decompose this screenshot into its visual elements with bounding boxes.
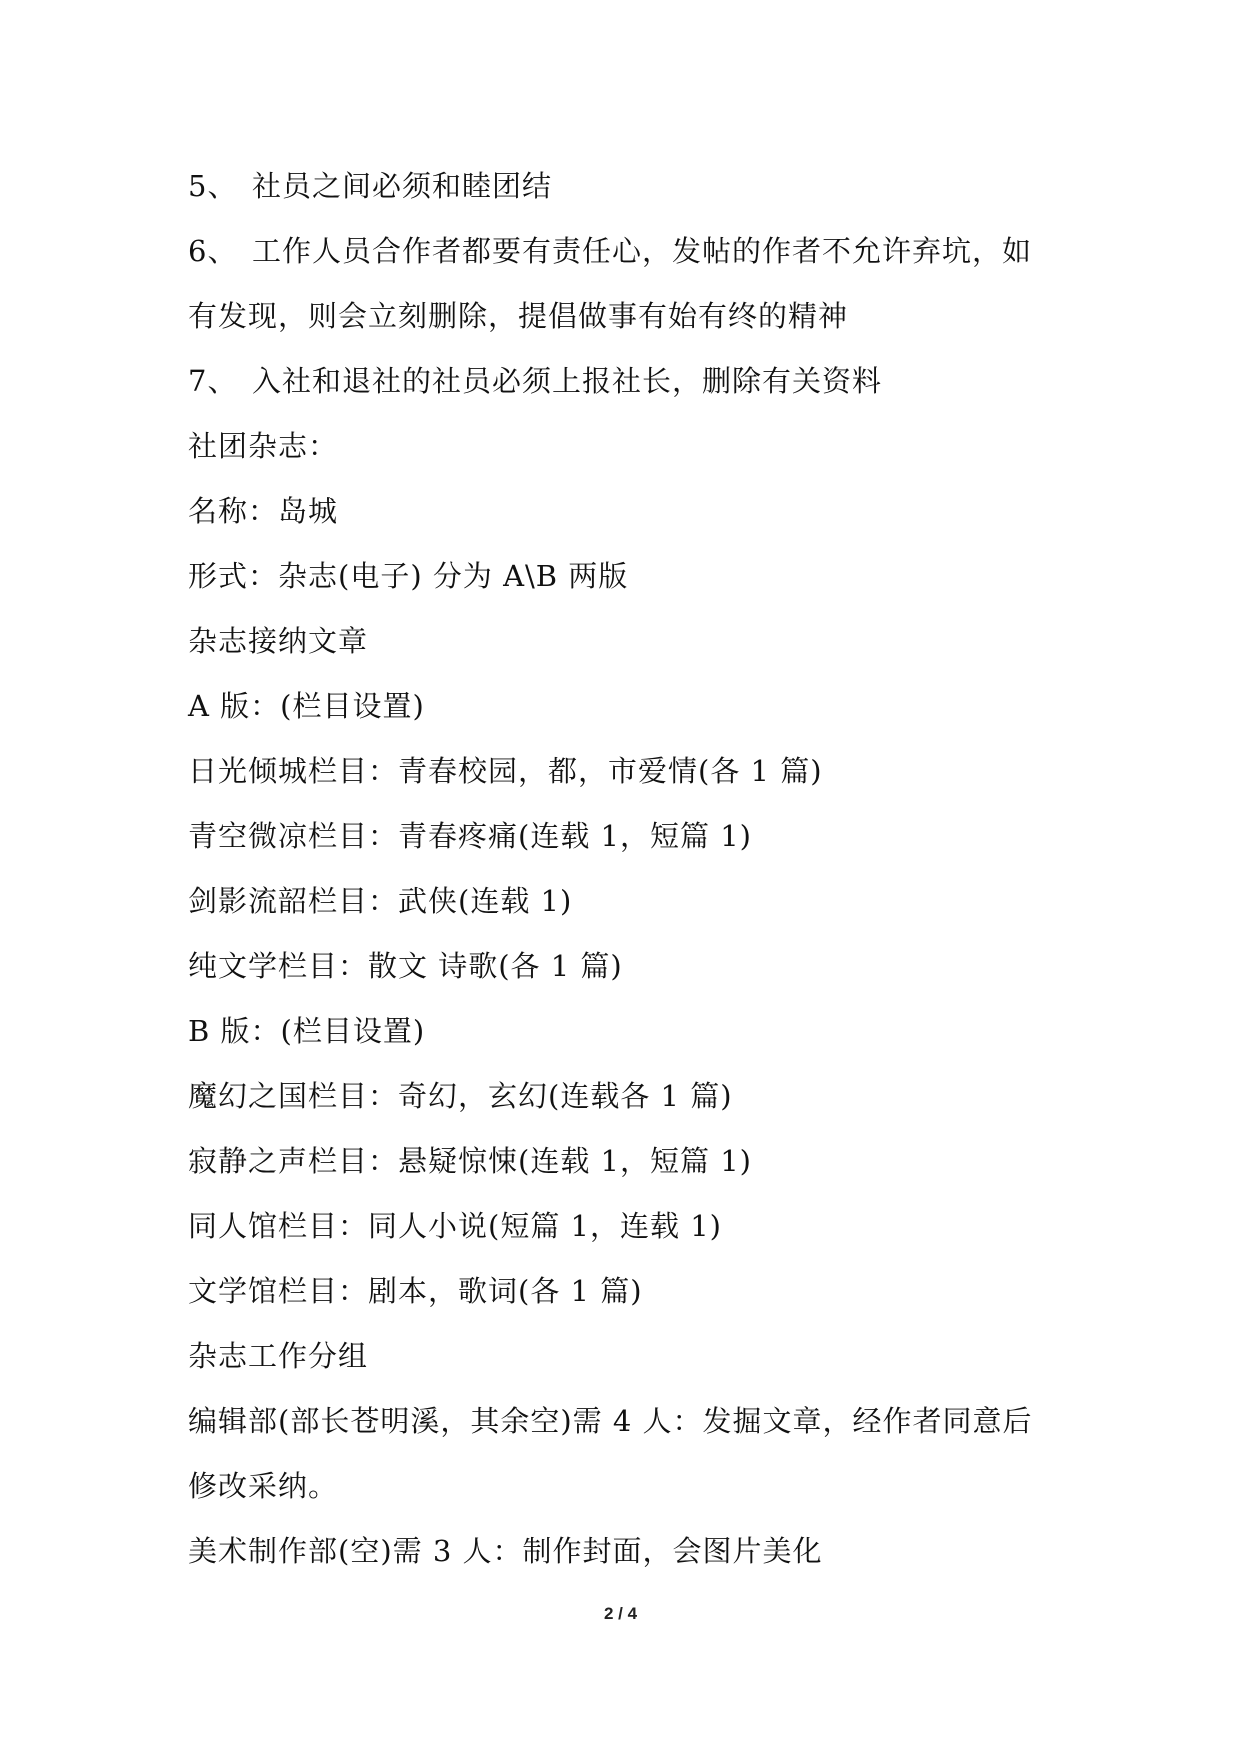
page-number: 2 / 4 [603,1604,638,1623]
text-line [188,1129,1068,1194]
list-item [188,349,1068,414]
line-text: B 版：(栏目设置) [188,1014,426,1048]
document-body [188,154,1068,1584]
line-text: 寂静之声栏目：悬疑惊悚(连载 1，短篇 1) [188,1144,752,1178]
line-text: 入社和退社的社员必须上报社长，删除有关资料 [252,364,883,398]
line-text: 社员之间必须和睦团结 [252,169,553,203]
text-line [188,739,1068,804]
line-text: 杂志接纳文章 [188,624,369,658]
line-text: 青空微凉栏目：青春疼痛(连载 1，短篇 1) [188,819,752,853]
list-number: 5、 [188,169,238,203]
text-line [188,869,1068,934]
line-text: 名称：岛城 [188,494,339,528]
line-text: 工作人员合作者都要有责任心，发帖的作者不允许弃坑，如 [252,234,1033,268]
line-text: 美术制作部(空)需 3 人：制作封面，会图片美化 [188,1534,823,1568]
list-number: 6、 [188,234,238,268]
line-text: 同人馆栏目：同人小说(短篇 1，连载 1) [188,1209,722,1243]
line-text: 剑影流韶栏目：武侠(连载 1) [188,884,573,918]
text-line [188,1389,1068,1454]
line-text: 社团杂志： [188,429,339,463]
text-line [188,1194,1068,1259]
line-text: A 版：(栏目设置) [188,689,425,723]
text-line [188,934,1068,999]
line-text: 形式：杂志(电子) 分为 A\B 两版 [188,559,629,593]
text-line [188,1064,1068,1129]
text-line [188,804,1068,869]
line-text: 有发现，则会立刻删除，提倡做事有始有终的精神 [188,299,849,333]
text-line [188,1519,1068,1584]
text-line [188,284,1068,349]
text-line [188,479,1068,544]
line-text: 文学馆栏目：剧本，歌词(各 1 篇) [188,1274,643,1308]
text-line [188,1259,1068,1324]
text-line [188,544,1068,609]
line-text: 修改采纳。 [188,1469,339,1503]
list-item [188,154,1068,219]
section-heading [188,1324,1068,1389]
text-line [188,1454,1068,1519]
line-text: 编辑部(部长苍明溪，其余空)需 4 人：发掘文章，经作者同意后 [188,1404,1033,1438]
line-text: 日光倾城栏目：青春校园，都，市爱情(各 1 篇) [188,754,823,788]
line-text: 魔幻之国栏目：奇幻，玄幻(连载各 1 篇) [188,1079,733,1113]
line-text: 纯文学栏目：散文 诗歌(各 1 篇) [188,949,623,983]
section-heading [188,414,1068,479]
list-item [188,219,1068,284]
section-heading [188,609,1068,674]
list-number: 7、 [188,364,238,398]
line-text: 杂志工作分组 [188,1339,369,1373]
text-line [188,674,1068,739]
text-line [188,999,1068,1064]
